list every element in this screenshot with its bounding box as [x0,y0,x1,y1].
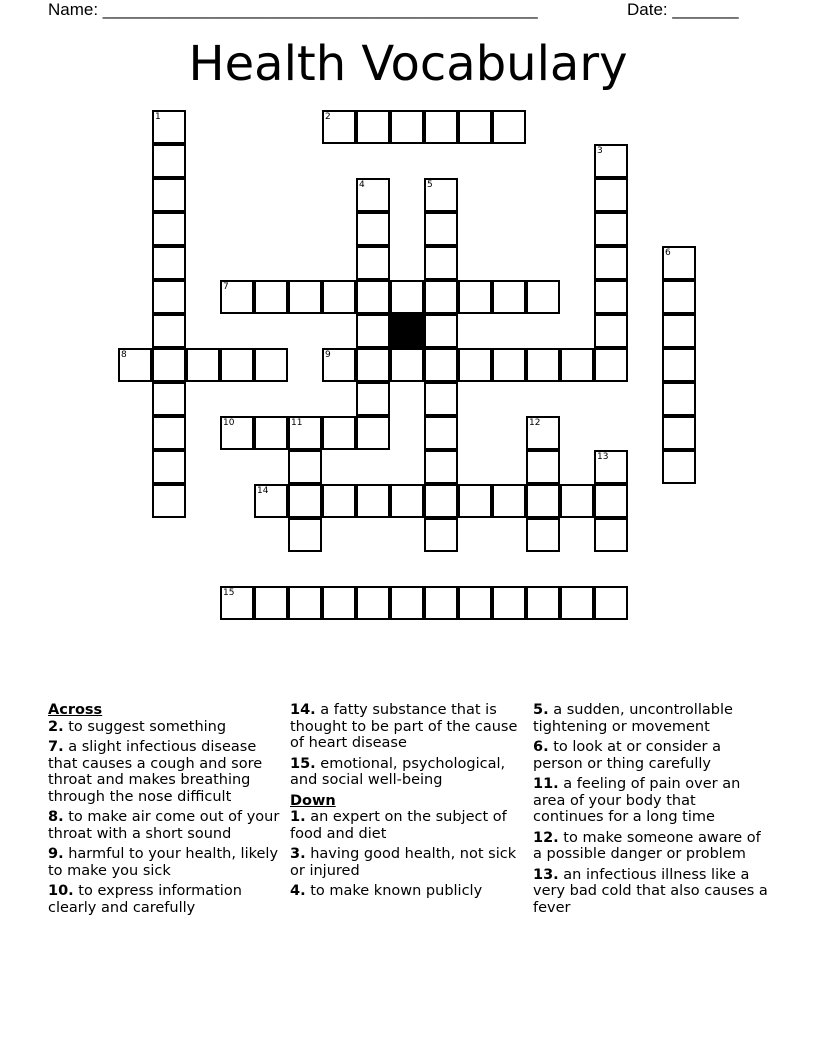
clue-number: 13. [533,866,559,883]
grid-cell[interactable] [560,348,594,382]
clue-number-label: 1 [155,112,161,122]
clue-number-label: 15 [223,588,235,598]
clue-number: 9. [48,846,64,862]
grid-cell[interactable] [186,348,220,382]
grid-cell[interactable] [356,348,390,382]
grid-cell[interactable] [288,518,322,552]
grid-cell[interactable] [356,416,390,450]
grid-cell[interactable] [390,484,424,518]
grid-cell[interactable] [254,280,288,314]
grid-cell[interactable] [118,348,152,382]
grid-cell[interactable] [526,348,560,382]
grid-cell[interactable] [424,518,458,552]
clue [48,883,283,916]
clue-number: 15. [290,755,316,772]
across-heading: Across [48,702,103,718]
grid-cell[interactable] [254,416,288,450]
grid-cell[interactable] [594,586,628,620]
grid-cell[interactable] [152,450,186,484]
grid-cell[interactable] [526,416,560,450]
grid-cell[interactable] [288,484,322,518]
grid-cell[interactable] [424,416,458,450]
clue-number: 14. [290,702,316,718]
clue-text: a fatty substance that is thought to be part of the cause of heart disease [290,702,518,751]
grid-cell[interactable] [288,416,322,450]
grid-cell[interactable] [594,518,628,552]
clue [290,756,520,789]
grid-cell[interactable] [322,348,356,382]
grid-cell[interactable] [152,314,186,348]
clue-text: having good health, not sick or injured [290,846,517,879]
grid-cell[interactable] [356,212,390,246]
grid-cell[interactable] [424,314,458,348]
grid-cell[interactable] [526,280,560,314]
grid-cell[interactable] [254,348,288,382]
clue [290,883,520,900]
clue-number-label: 2 [325,112,331,122]
clue [290,809,520,842]
grid-cell[interactable] [526,484,560,518]
grid-cell[interactable] [594,280,628,314]
grid-cell[interactable] [594,314,628,348]
clue [48,846,283,879]
grid-cell[interactable] [594,178,628,212]
clue-text: an infectious illness like a very bad cold that also causes a fever [533,866,768,916]
grid-cell[interactable] [594,484,628,518]
clue-text: to make known publicly [310,883,483,899]
clues-column-1 [48,702,283,920]
grid-cell[interactable] [356,246,390,280]
grid-cell[interactable] [152,382,186,416]
grid-cell[interactable] [594,144,628,178]
grid-cell[interactable] [152,348,186,382]
grid-cell[interactable] [424,586,458,620]
clue-number-label: 10 [223,418,235,428]
grid-cell[interactable] [152,178,186,212]
clue-text: harmful to your health, likely to make you sick [48,846,279,879]
grid-cell[interactable] [492,484,526,518]
grid-cell[interactable] [152,246,186,280]
clue [533,702,768,735]
clue [533,739,768,772]
grid-cell[interactable] [458,110,492,144]
clue-number-label: 9 [325,350,331,360]
clues-column-2 [290,702,520,904]
grid-cell[interactable] [424,110,458,144]
grid-cell[interactable] [424,280,458,314]
grid-cell[interactable] [390,586,424,620]
grid-cell[interactable] [254,586,288,620]
grid-cell[interactable] [288,280,322,314]
date-field[interactable]: Date: _______ [627,0,739,19]
grid-cell[interactable] [424,450,458,484]
grid-cell[interactable] [662,246,696,280]
grid-cell[interactable] [322,484,356,518]
grid-cell[interactable] [356,484,390,518]
clue-number: 4. [290,883,306,899]
name-field[interactable]: Name: ______________________________________________ [48,0,538,19]
clue-text: to express information clearly and carefully [48,883,242,916]
clue-text: emotional, psychological, and social well-being [290,755,506,788]
clue [533,776,768,826]
clue-number: 5. [533,702,549,718]
clue-number-label: 5 [427,180,433,190]
grid-cell[interactable] [526,518,560,552]
clue-text: a sudden, uncontrollable tightening or movement [533,702,733,735]
grid-cell[interactable] [594,348,628,382]
grid-cell[interactable] [356,314,390,348]
grid-cell[interactable] [526,450,560,484]
grid-cell[interactable] [662,280,696,314]
clue [48,739,283,805]
grid-cell[interactable] [356,382,390,416]
grid-cell[interactable] [662,348,696,382]
grid-cell[interactable] [254,484,288,518]
grid-cell[interactable] [492,280,526,314]
clue-number: 6. [533,739,549,755]
grid-cell[interactable] [662,450,696,484]
grid-cell[interactable] [322,280,356,314]
grid-cell[interactable] [492,110,526,144]
grid-cell[interactable] [288,586,322,620]
clue-text: to make someone aware of a possible danger or problem [533,829,761,862]
grid-cell[interactable] [152,416,186,450]
grid-cell[interactable] [458,348,492,382]
grid-cell[interactable] [220,348,254,382]
clue [533,867,768,917]
clue-text: a slight infectious disease that causes a cough and sore throat and makes breathing through the nose difficult [48,739,263,805]
grid-cell[interactable] [424,484,458,518]
clue-number-label: 6 [665,248,671,258]
grid-cell[interactable] [458,484,492,518]
clue-number: 7. [48,739,64,755]
clue [48,719,283,736]
clue-number-label: 4 [359,180,365,190]
grid-cell[interactable] [356,178,390,212]
clue-text: a feeling of pain over an area of your body that continues for a long time [533,776,741,825]
grid-cell[interactable] [458,280,492,314]
clue [48,809,283,842]
grid-cell[interactable] [424,348,458,382]
grid-cell[interactable] [152,280,186,314]
clue-text: to suggest something [68,718,227,735]
grid-cell[interactable] [322,416,356,450]
grid-cell[interactable] [220,280,254,314]
grid-cell[interactable] [288,450,322,484]
clue-number: 2. [48,718,64,735]
grid-cell[interactable] [492,586,526,620]
clue-number: 10. [48,883,74,899]
clue-number: 12. [533,829,559,846]
clue-number-label: 11 [291,418,303,428]
grid-cell[interactable] [152,110,186,144]
clue-text: an expert on the subject of food and diet [290,809,507,842]
grid-cell[interactable] [492,348,526,382]
grid-cell[interactable] [356,280,390,314]
clue [533,830,768,863]
clue-text: to look at or consider a person or thing carefully [533,739,721,772]
grid-cell[interactable] [594,212,628,246]
grid-cell[interactable] [458,586,492,620]
grid-cell[interactable] [560,484,594,518]
clue-number: 8. [48,809,64,825]
grid-cell[interactable] [424,212,458,246]
grid-cell[interactable] [662,416,696,450]
clue-number: 1. [290,809,306,825]
grid-cell[interactable] [220,586,254,620]
grid-cell[interactable] [390,110,424,144]
clue [290,702,520,752]
grid-cell[interactable] [424,178,458,212]
clues-column-3 [533,702,768,920]
grid-cell[interactable] [424,246,458,280]
clue-text: to make air come out of your throat with a short sound [48,809,280,842]
grid-cell[interactable] [152,212,186,246]
down-heading: Down [290,792,336,809]
clue-number-label: 14 [257,486,269,496]
clue-number-label: 12 [529,418,541,428]
clue-number: 3. [290,846,306,862]
grid-cell[interactable] [390,348,424,382]
grid-cell[interactable] [356,110,390,144]
page-title: Health Vocabulary [188,36,628,92]
grid-cell[interactable] [424,382,458,416]
clue-number-label: 13 [597,452,609,462]
grid-cell[interactable] [594,450,628,484]
grid-cell[interactable] [152,484,186,518]
grid-cell[interactable] [560,586,594,620]
grid-cell[interactable] [322,586,356,620]
grid-cell[interactable] [662,314,696,348]
grid-cell[interactable] [322,110,356,144]
clue-number-label: 3 [597,146,603,156]
clue-number-label: 8 [121,350,127,360]
grid-cell[interactable] [526,586,560,620]
grid-cell[interactable] [152,144,186,178]
grid-cell[interactable] [662,382,696,416]
clue-number: 11. [533,776,559,792]
grid-cell[interactable] [356,586,390,620]
grid-cell[interactable] [390,280,424,314]
clue-number-label: 7 [223,282,229,292]
black-cell [390,314,424,348]
grid-cell[interactable] [594,246,628,280]
clue [290,846,520,879]
grid-cell[interactable] [220,416,254,450]
